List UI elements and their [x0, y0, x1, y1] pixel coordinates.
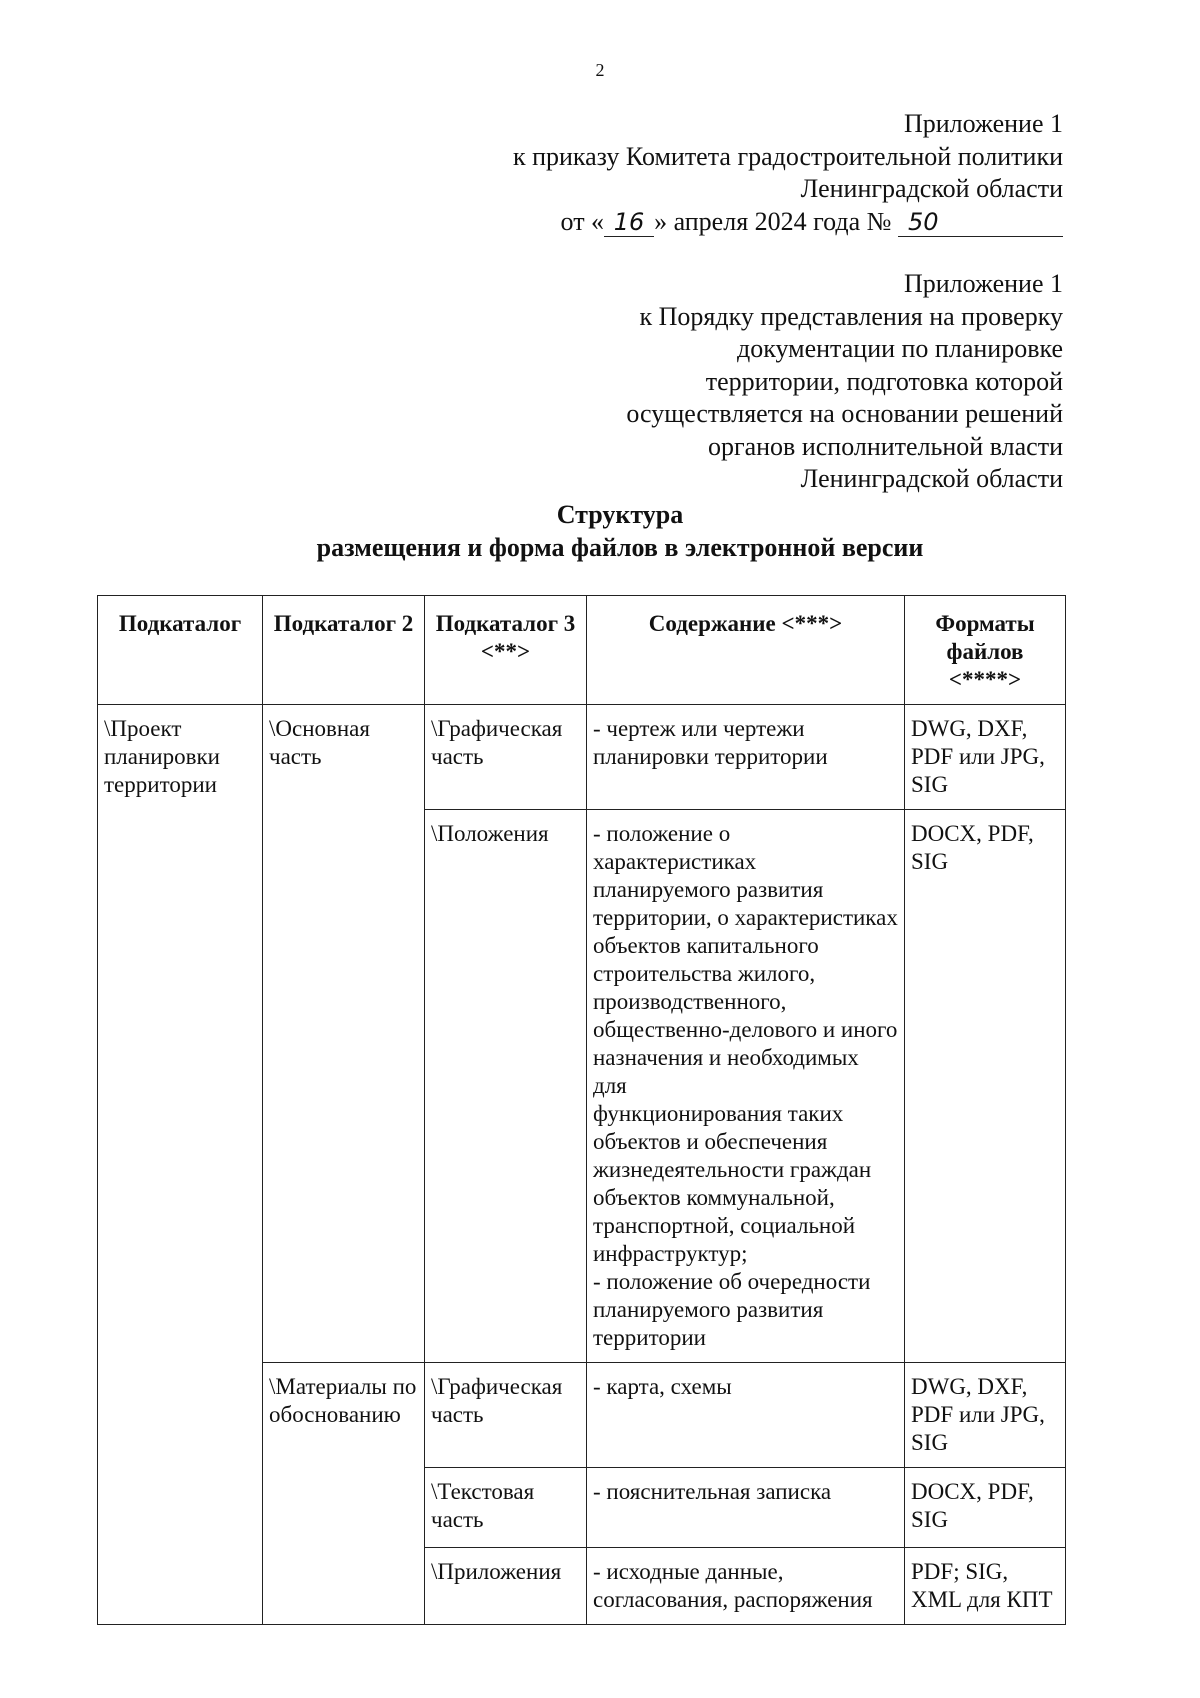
- table-header-row: [98, 596, 1066, 705]
- procedure-line: документации по планировке: [737, 334, 1063, 363]
- date-suffix: » апреля 2024 года №: [654, 206, 892, 236]
- header-content: Содержание <***>: [587, 596, 905, 705]
- subcatalog-3-cell: \Графическая часть: [425, 1363, 587, 1468]
- subcatalog-2-cell: \Основная часть: [263, 705, 425, 1363]
- subcatalog-3-cell: \Положения: [425, 810, 587, 1363]
- procedure-line: органов исполнительной власти: [707, 431, 1063, 461]
- content-cell: - исходные данные, согласования, распоряжения: [587, 1548, 905, 1625]
- document-title: [0, 498, 1200, 564]
- procedure-line: территории, подготовка которой: [705, 366, 1063, 396]
- subtitle-line: размещения и форма файлов в электронной версии: [316, 533, 924, 562]
- subcatalog-3-cell: \Приложения: [425, 1548, 587, 1625]
- procedure-line: к Порядку представления на проверку: [639, 301, 1063, 331]
- procedure-line: осуществляется на основании решений: [626, 399, 1063, 428]
- formats-cell: DOCX, PDF, SIG: [905, 1468, 1066, 1548]
- date-prefix: от «: [560, 206, 605, 236]
- header-subcatalog-2: Подкаталог 2: [263, 596, 425, 705]
- header-subcatalog-3: Подкаталог 3 <**>: [425, 596, 587, 705]
- header-file-formats: Форматы файлов <****>: [905, 596, 1066, 705]
- formats-cell: PDF; SIG, XML для КПТ: [905, 1548, 1066, 1625]
- page-number: 2: [595, 60, 605, 80]
- table-row: [98, 705, 1066, 810]
- order-number-handwritten: 50: [898, 208, 1063, 237]
- attachment-label: Приложение 1: [903, 109, 1063, 138]
- content-cell: - карта, схемы: [587, 1363, 905, 1468]
- content-cell: - пояснительная записка: [587, 1468, 905, 1548]
- attachment-procedure-block: [626, 268, 1063, 496]
- attachment-order-block: [513, 108, 1063, 238]
- subcatalog-3-cell: \Графическая часть: [425, 705, 587, 810]
- formats-cell: DWG, DXF, PDF или JPG, SIG: [905, 705, 1066, 810]
- catalog-cell: \Проект планировки территории: [98, 705, 263, 1625]
- content-cell: - положение о характеристиках планируемого развития территории, о характеристиках объектов капитального строительства жилого, производственного, общественно-делового и иного назначения и необходимых для функционирования таких объектов и обеспечения жизнедеятельности граждан объектов коммунальной, транспортной, социальной инфраструктур; - положение об очередности планируемого развития территории: [587, 810, 905, 1363]
- subcatalog-2-cell: \Материалы по обоснованию: [263, 1363, 425, 1625]
- subcatalog-3-cell: \Текстовая часть: [425, 1468, 587, 1548]
- formats-cell: DWG, DXF, PDF или JPG, SIG: [905, 1363, 1066, 1468]
- procedure-line: Ленинградской области: [800, 464, 1063, 493]
- formats-cell: DOCX, PDF, SIG: [905, 810, 1066, 1363]
- region-name: Ленинградской области: [800, 174, 1063, 203]
- order-reference: к приказу Комитета градостроительной политики: [512, 141, 1063, 171]
- header-subcatalog: Подкаталог: [98, 596, 263, 705]
- structure-table: [97, 595, 1066, 1625]
- title-line: Структура: [556, 500, 684, 529]
- order-date-line: [513, 206, 1063, 239]
- content-cell: - чертеж или чертежи планировки территории: [587, 705, 905, 810]
- date-day-handwritten: 16: [604, 208, 654, 237]
- attachment-label: Приложение 1: [903, 269, 1063, 298]
